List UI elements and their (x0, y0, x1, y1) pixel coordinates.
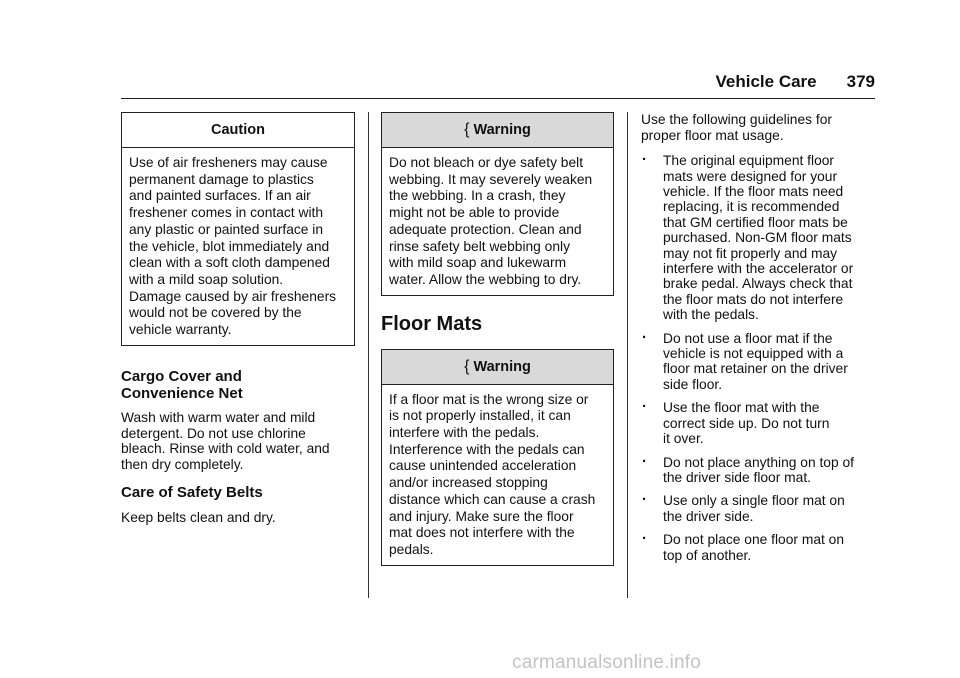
text-line: correct side up. Do not turn (663, 415, 830, 431)
text-line: the vehicle, blot immediately and (129, 238, 330, 254)
warning-box-belts (381, 112, 614, 296)
warning-icon: { (464, 357, 470, 375)
text-line: floor mat retainer on the driver (663, 361, 848, 377)
guideline-item (641, 153, 875, 322)
text-line: any plastic or painted surface in (129, 221, 324, 237)
text-line: . Use only a single floor mat on (663, 493, 845, 509)
floor-mats-heading: Floor Mats (381, 312, 483, 335)
column-left (121, 112, 355, 526)
page-number: 379 (846, 72, 875, 91)
text-line: water. Allow the webbing to dry. (389, 271, 582, 287)
text-line: side floor. (663, 376, 723, 392)
text-line: then dry completely. (121, 457, 244, 473)
text-line: If a floor mat is the wrong size or (389, 391, 589, 407)
watermark: carmanualsonline.info (512, 652, 702, 673)
text-line: and/or increased stopping (389, 475, 548, 491)
text-line: vehicle. If the floor mats need (663, 184, 844, 199)
text-line: vehicle is not equipped with a (663, 346, 844, 362)
text-line: vehicle warranty. (129, 322, 232, 338)
text-line: Do not bleach or dye safety belt (389, 155, 584, 170)
section-title: Vehicle Care (715, 72, 817, 91)
text-line: may not fit properly and may (663, 245, 838, 261)
floor-mat-guidelines (641, 153, 875, 563)
text-line: the driver side. (663, 508, 754, 524)
text-line: distance which can cause a crash (389, 491, 596, 507)
page-header (121, 72, 875, 99)
text-line: brake pedal. Always check that (663, 276, 853, 292)
text-line: webbing. It may severely weaken (389, 171, 593, 187)
text-line: with a mild soap solution. (129, 271, 284, 287)
text-line: detergent. Do not use chlorine (121, 425, 306, 441)
text-line: Cargo Cover and (121, 367, 242, 385)
text-line: might not be able to provide (389, 205, 560, 221)
text-line: Use of air fresheners may cause (129, 155, 328, 170)
text-line: that GM certified floor mats be (663, 214, 848, 230)
warning-text-belts (382, 148, 613, 295)
text-line: with mild soap and lukewarm (389, 255, 567, 271)
text-line: the floor mats do not interfere (663, 291, 844, 307)
guideline-item (641, 400, 875, 446)
text-line: mats were designed for your (663, 168, 838, 184)
text-line: rinse safety belt webbing only (389, 238, 570, 254)
text-line: . The original equipment floor (663, 153, 835, 169)
text-line: top of another. (663, 547, 752, 563)
column-right (641, 112, 875, 571)
column-divider (368, 112, 369, 598)
text-line: the webbing. In a crash, they (389, 188, 566, 204)
text-line: and painted surfaces. If an air (129, 188, 311, 204)
safety-belts-heading: Care of Safety Belts (121, 483, 263, 501)
text-line: cause unintended acceleration (389, 458, 577, 474)
floor-mats-intro (641, 112, 875, 143)
guideline-item (641, 493, 875, 524)
text-line: it over. (663, 431, 704, 447)
caution-text (122, 148, 354, 345)
text-line: . Do not place anything on top of (663, 454, 854, 470)
text-line: replacing, it is recommended (663, 199, 840, 215)
warning-text-floor-mats (382, 385, 613, 565)
caution-title: Caution (122, 113, 354, 148)
guideline-item (641, 532, 875, 563)
text-line: Use the following guidelines for (641, 112, 832, 127)
text-line: permanent damage to plastics (129, 171, 314, 187)
column-middle (381, 112, 614, 566)
text-line: would not be covered by the (129, 305, 302, 321)
warning-box-floor-mats (381, 349, 614, 566)
cargo-section (121, 368, 355, 473)
caution-box (121, 112, 355, 346)
text-line: bleach. Rinse with cold water, and (121, 441, 330, 457)
text-line: and injury. Make sure the floor (389, 508, 574, 524)
text-line: purchased. Non-GM floor mats (663, 230, 852, 246)
text-line: pedals. (389, 541, 434, 557)
text-line: interfere with the pedals. (389, 425, 540, 441)
text-line: with the pedals. (663, 307, 759, 323)
text-line: . Do not use a floor mat if the (663, 330, 833, 346)
cargo-text (121, 410, 355, 473)
text-line: the driver side floor mat. (663, 469, 811, 485)
text-line: freshener comes in contact with (129, 205, 324, 221)
safety-belts-text: Keep belts clean and dry. (121, 509, 276, 525)
column-divider (627, 112, 628, 598)
text-line: Wash with warm water and mild (121, 409, 316, 425)
text-line: adequate protection. Clean and (389, 221, 582, 237)
text-line: is not properly installed, it can (389, 408, 571, 424)
text-line: mat does not interfere with the (389, 525, 575, 541)
text-line: interfere with the accelerator or (663, 261, 854, 277)
text-line: Interference with the pedals can (389, 441, 585, 457)
text-line: Convenience Net (121, 384, 243, 402)
text-line: proper floor mat usage. (641, 127, 784, 143)
text-line: Damage caused by air fresheners (129, 288, 337, 304)
guideline-item (641, 455, 875, 486)
guideline-item (641, 331, 875, 393)
warning-icon: { (464, 121, 470, 138)
text-line: . Use the floor mat with the (663, 400, 820, 416)
warning-title-belts: { Warning (382, 113, 613, 148)
cargo-heading (121, 368, 355, 402)
text-line: clean with a soft cloth dampened (129, 255, 330, 271)
warning-title-floor-mats: { Warning (382, 350, 613, 385)
text-line: . Do not place one floor mat on (663, 532, 845, 548)
safety-belts-section (121, 484, 355, 526)
